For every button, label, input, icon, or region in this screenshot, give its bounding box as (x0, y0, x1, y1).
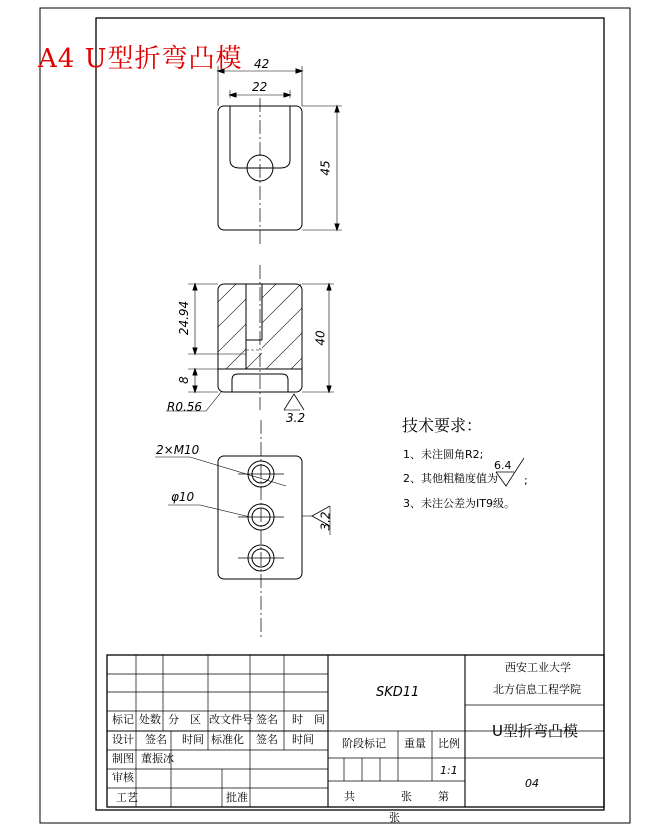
top-view (218, 66, 342, 245)
dim-top-slot: 22 (252, 80, 268, 94)
dim-section-total: 40 (313, 330, 328, 346)
tb-drafting: 制图 (112, 752, 134, 765)
tech-line-2-value: 6.4 (494, 459, 512, 472)
tb-scale-value: 1:1 (440, 764, 458, 777)
school-line-1: 西安工业大学 (505, 661, 571, 674)
dim-section-lower: 8 (176, 376, 191, 384)
tb-design-time: 时间 (182, 733, 204, 746)
tb-header-date: 时 间 (292, 713, 325, 726)
tb-header-zone: 分 区 (168, 713, 201, 726)
tb-header-mark: 标记 (112, 713, 134, 726)
school-line-2: 北方信息工程学院 (493, 683, 581, 696)
tb-sheet: 张 (401, 790, 412, 803)
part-name: U型折弯凸模 (492, 722, 578, 740)
tb-header-count: 处数 (139, 713, 161, 726)
dim-section-upper: 24.94 (177, 300, 192, 336)
material-code: SKD11 (376, 685, 420, 700)
tb-design: 设计 (112, 733, 134, 746)
tb-std-sign: 签名 (256, 733, 278, 746)
tb-stage-mark: 阶段标记 (342, 737, 386, 750)
tb-nth: 第 (438, 790, 449, 803)
tb-sheet-suffix: 张 (389, 811, 400, 824)
tech-line-1: 1、未注圆角R2; (403, 448, 484, 461)
tb-design-sign: 签名 (145, 733, 167, 746)
fillet-label: R0.56 (167, 400, 203, 414)
dim-top-height: 45 (318, 160, 333, 176)
tb-header-sign: 签名 (256, 713, 278, 726)
drawing-number: 04 (525, 777, 539, 790)
tech-line-2: 2、其他粗糙度值为 (403, 472, 498, 485)
tb-process: 工艺 (116, 791, 138, 804)
hole-callout: φ10 (171, 490, 195, 504)
page-title: A4 U型折弯凸模 (38, 44, 243, 74)
tb-approve: 批准 (226, 791, 248, 804)
tb-standardization: 标准化 (211, 733, 244, 746)
tb-weight: 重量 (404, 737, 426, 750)
tb-scale-label: 比例 (438, 737, 460, 750)
tech-title: 技术要求： (402, 416, 483, 435)
tb-std-time: 时间 (292, 733, 314, 746)
roughness-section: 3.2 (286, 411, 306, 425)
roughness-bottom: 3.2 (318, 511, 333, 531)
tech-line-2-suffix: ; (524, 474, 528, 487)
outer-frame (40, 8, 630, 823)
tb-header-change: 改文件号 (209, 713, 253, 726)
tb-drafter: 董振冰 (141, 752, 174, 765)
tech-line-3: 3、未注公差为IT9级。 (403, 497, 515, 510)
tb-review: 审核 (112, 771, 134, 784)
tb-total: 共 (344, 790, 355, 803)
dim-top-width: 42 (254, 57, 270, 71)
thread-callout: 2×M10 (156, 443, 200, 457)
